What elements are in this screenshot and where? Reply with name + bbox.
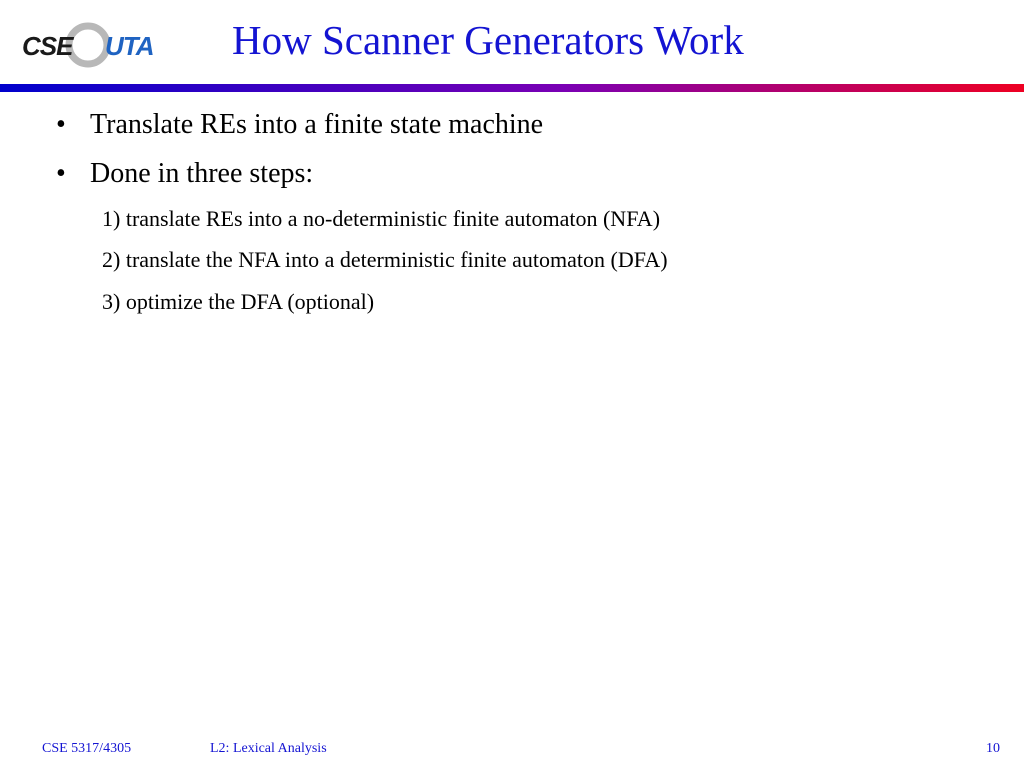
- svg-text:UTA: UTA: [105, 31, 154, 61]
- bullet-text: Done in three steps:: [90, 158, 314, 189]
- bullet-dot: •: [56, 158, 66, 189]
- bullet-item: [56, 157, 313, 191]
- footer-page-number: 10: [986, 741, 1000, 756]
- svg-text:CSE: CSE: [22, 31, 73, 61]
- step-item: 3) optimize the DFA (optional): [102, 289, 375, 314]
- bullet-dot: •: [56, 109, 66, 140]
- bullet-item: [56, 108, 543, 142]
- footer-course: CSE 5317/4305: [42, 741, 132, 756]
- footer-lecture: L2: Lexical Analysis: [210, 741, 327, 756]
- slide-title: How Scanner Generators Work: [232, 17, 744, 63]
- step-item: 2) translate the NFA into a deterministic finite automaton (DFA): [102, 247, 668, 272]
- cse-uta-logo: [22, 22, 162, 68]
- title-gradient-bar: [0, 84, 1024, 92]
- step-item: 1) translate REs into a no-deterministic finite automaton (NFA): [102, 206, 661, 231]
- bullet-text: Translate REs into a finite state machine: [90, 109, 544, 140]
